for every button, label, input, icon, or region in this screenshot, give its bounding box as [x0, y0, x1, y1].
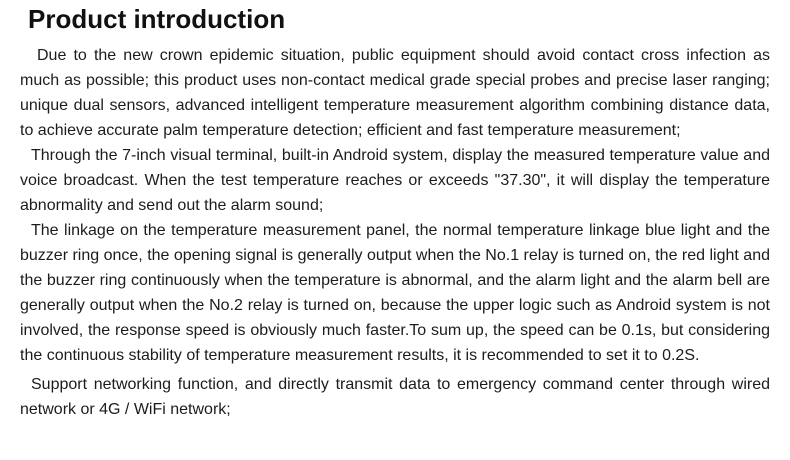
- paragraph-epidemic-sensors: Due to the new crown epidemic situation, public equipment should avoid contact cross infection as much as possible; this product uses non-contact medical grade special probes and precise laser ranging; unique dual sensors, advanced intelligent temperature measurement algorithm combining distance data, to achieve accurate palm temperature detection; efficient and fast temperature measurement;: [20, 47, 770, 139]
- paragraph-linkage-relays: The linkage on the temperature measurement panel, the normal temperature linkage blue light and the buzzer ring once, the opening signal is generally output when the No.1 relay is turned on, the red light and the buzzer ring continuously when the temperature is abnormal, and the alarm light and the alarm bell are generally output when the No.2 relay is turned on, because the upper logic such as Android system is not involved, the response speed is obviously much faster.To sum up, the speed can be 0.1s, but considering the continuous stability of temperature measurement results, it is recommended to set it to 0.2S.: [20, 222, 770, 364]
- paragraph-visual-terminal: Through the 7-inch visual terminal, built-in Android system, display the measured temperature value and voice broadcast. When the test temperature reaches or exceeds "37.30", it will display the temperature abnormality and send out the alarm sound;: [20, 147, 770, 214]
- page-title: Product introduction: [28, 4, 286, 34]
- paragraph-networking: Support networking function, and directly transmit data to emergency command center through wired network or 4G / WiFi network;: [20, 376, 770, 418]
